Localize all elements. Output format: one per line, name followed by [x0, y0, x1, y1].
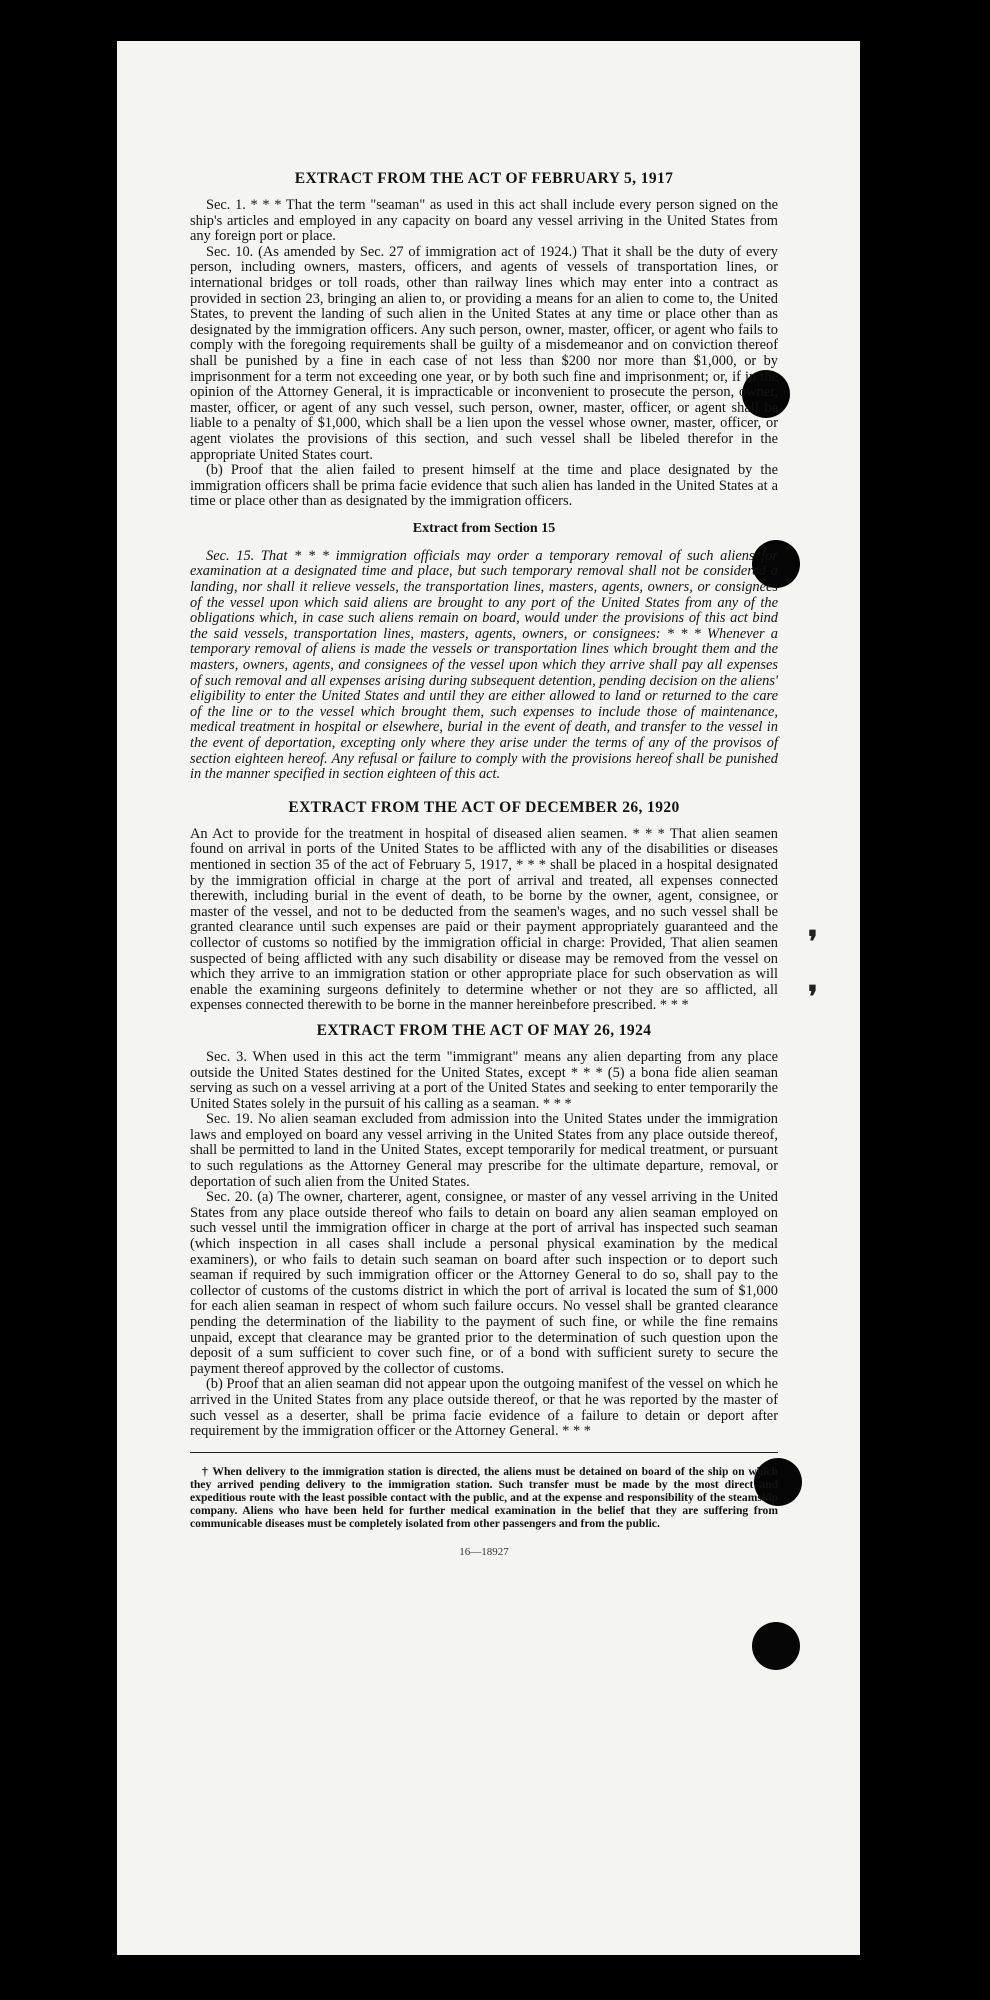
- footnote: † When delivery to the immigration station is directed, the aliens must be detained on board of the ship on which they arrived pending delivery to the immigration station. Such transfer must be made by the most direct and expeditious route with the least possible contact with the public, and at the expense and responsibility of the steamship company. Aliens who have been held for further medical examination in the belief that they are suffering from communicable diseases must be completely isolated from other passengers and from the public.: [190, 1464, 778, 1530]
- page-code: 16—18927: [459, 1545, 509, 1558]
- paragraph: Sec. 19. No alien seaman excluded from admission into the United States under the immigration laws and employed on board any vessel arriving in the United States from any place outside thereof, shall be permitted to land in the United States, except temporarily for medical treatment, or pursuant to such regulations as the Attorney General may prescribe for the ultimate departure, removal, or deportation of such alien from the United States.: [190, 1111, 778, 1190]
- section-heading: Extract from Section 15: [412, 520, 556, 536]
- paragraph: Sec. 20. (a) The owner, charterer, agent, consignee, or master of any vessel arriving in the United States from any place outside thereof who fails to detain on board any alien seaman employed on such vessel until the immigration officer in charge at the port of arrival has inspected such seaman (which inspection in all cases shall include a personal physical examination by the medical examiners), or who fails to detain such seaman on board after such inspection or to deport such seaman if required by such immigration officer or the Attorney General to do so, shall pay to the collector of customs of the customs district in which the port of arrival is located the sum of $1,000 for each alien seaman in respect of whom such failure occurs. No vessel shall be granted clearance pending the determination of the liability to the payment of such fine, or while the fine remains unpaid, except that clearance may be granted prior to the determination of such question upon the deposit of a sum sufficient to cover such fine, or of a bond with sufficient surety to secure the payment thereof approved by the collector of customs.: [190, 1189, 778, 1377]
- divider: [190, 1452, 778, 1453]
- paragraph: Sec. 15. That * * * immigration officials may order a temporary removal of such aliens for examination at a designated time and place, but such temporary removal shall not be considered a landing, nor shall it relieve vessels, the transportation lines, masters, agents, owners, or consignees of the vessel upon which said aliens are brought to any port of the United States from any of the obligations which, in case such aliens remain on board, would under the provisions of this act bind the said vessels, transportation lines, masters, agents, owners, or consignees: * * * Whenever a temporary removal of aliens is made the vessels or transportation lines which brought them and the masters, owners, agents, and consignees of the vessel upon which they arrive shall pay all expenses of such removal and all expenses arising during subsequent detention, pending decision on the aliens' eligibility to enter the United States and until they are either allowed to land or returned to the care of the line or to the vessel which brought them, such expenses to include those of maintenance, medical treatment in hospital or elsewhere, burial in the event of death, and transfer to the vessel in the event of deportation, excepting only where they arise under the terms of any of the provisos of section eighteen hereof. Any refusal or failure to comply with the provisions hereof shall be punished in the manner specified in section eighteen of this act.: [190, 547, 778, 783]
- margin-mark: ❜: [808, 926, 818, 959]
- margin-mark: ❜: [808, 981, 818, 1014]
- section-act-1924: [190, 1022, 778, 1440]
- paragraph: Sec. 10. (As amended by Sec. 27 of immigration act of 1924.) That it shall be the duty of every person, including owners, masters, officers, and agents of vessels of transportation lines, or international bridges or toll roads, other than railway lines which may enter into a contract as provided in section 23, bringing an alien to, or providing a means for an alien to come to, the United States, to prevent the landing of such alien in the United States at any time or place other than as designated by the immigration officers. Any such person, owner, master, officer, or agent who fails to comply with the foregoing requirements shall be guilty of a misdemeanor and on conviction thereof shall be punished by a fine in each case of not less than $200 nor more than $1,000, or by imprisonment for a term not exceeding one year, or by both such fine and imprisonment; or, if in the opinion of the Attorney General, it is impracticable or inconvenient to prosecute the person, owner, master, officer, or agent of any such vessel, such person, owner, master, officer, or agent shall be liable to a penalty of $1,000, which shall be a lien upon the vessel whose owner, master, officer, or agent violates the provisions of this section, and such vessel shall be libeled therefor in the appropriate United States court.: [190, 243, 778, 463]
- paragraph: (b) Proof that the alien failed to present himself at the time and place designated by the immigration officers shall be prima facie evidence that such alien has landed in the United States at a time or place other than as designated by the immigration officers.: [190, 462, 778, 510]
- paragraph: Sec. 1. * * * That the term "seaman" as used in this act shall include every person signed on the ship's articles and employed in any capacity on board any vessel arriving in the United States from any foreign port or place.: [190, 197, 778, 245]
- paragraph: Sec. 3. When used in this act the term "immigrant" means any alien departing from any place outside the United States destined for the United States, except * * * (5) a bona fide alien seaman serving as such on a vessel arriving at a port of the United States and seeking to enter temporarily the United States solely in the pursuit of his calling as a seaman. * * *: [190, 1048, 778, 1112]
- paragraph: (b) Proof that an alien seaman did not appear upon the outgoing manifest of the vessel on which he arrived in the United States from any place outside thereof, or that he was reported by the master of such vessel as a deserter, shall be prima facie evidence of a failure to detain or deport after requirement by the immigration officer or the Attorney General. * * *: [190, 1376, 778, 1440]
- document-body: [190, 170, 778, 1558]
- paragraph: An Act to provide for the treatment in hospital of diseased alien seamen. * * * That alien seamen found on arrival in ports of the United States to be afflicted with any of the disabilities or diseases mentioned in section 35 of the act of February 5, 1917, * * * shall be placed in a hospital designated by the immigration official in charge at the port of arrival and treated, all expenses connected therewith, including burial in the event of death, to be borne by the owner, agent, consignee, or master of the vessel, and not to be deducted from the seamen's wages, and no such vessel shall be granted clearance until such expenses are paid or their payment appropriately guaranteed and the collector of customs so notified by the immigration official in charge: Provided, That alien seamen suspected of being afflicted with any such disability or disease may be removed from the vessel on which they arrive to an immigration station or other appropriate place for such observation as will enable the examining surgeons definitely to determine whether or not they are so afflicted, all expenses connected therewith to be borne in the manner hereinbefore prescribed. * * *: [190, 825, 778, 1014]
- binder-hole: [752, 1622, 800, 1670]
- section-15: [190, 520, 778, 783]
- section-act-1920: [190, 799, 778, 1014]
- section-heading: EXTRACT FROM THE ACT OF FEBRUARY 5, 1917: [294, 170, 674, 187]
- section-heading: EXTRACT FROM THE ACT OF DECEMBER 26, 1920: [288, 798, 680, 816]
- section-act-1917: [190, 170, 778, 510]
- section-heading: EXTRACT FROM THE ACT OF MAY 26, 1924: [316, 1021, 652, 1039]
